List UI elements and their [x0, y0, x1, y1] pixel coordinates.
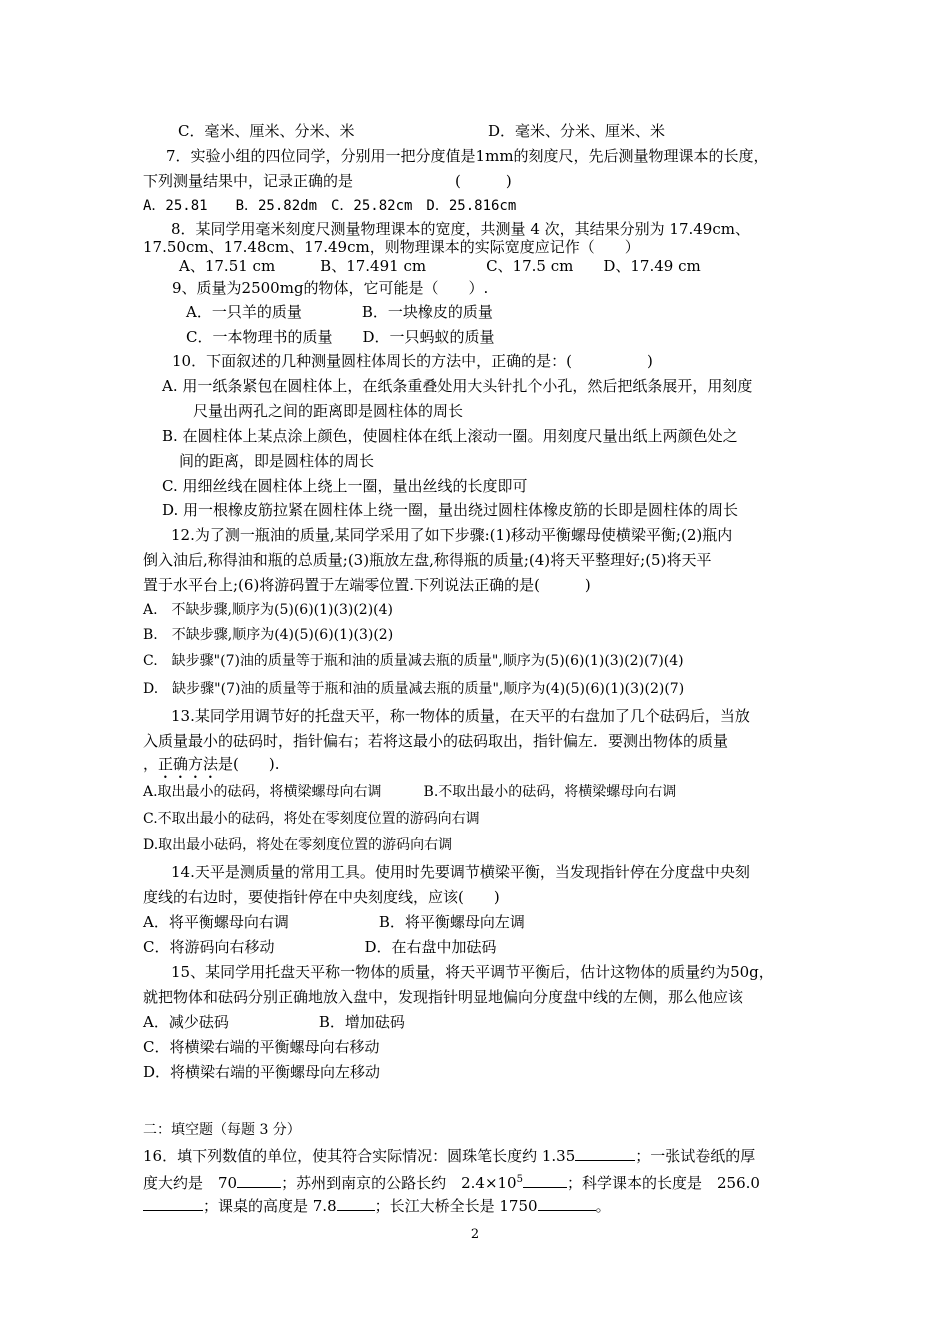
q16-text-3: 度大约是 70: [143, 1174, 238, 1192]
q12-option-c: C. 缺步骤"(7)油的质量等于瓶和油的质量减去瓶的质量",顺序为(5)(6)(1)(3)(2)(7)(4): [143, 653, 684, 669]
q14-options-cd: C．将游码向右移动 D．在右盘中加砝码: [143, 938, 497, 956]
q13-option-c: C.不取出最小的砝码，将处在零刻度位置的游码向右调: [143, 811, 480, 827]
q14-stem-line1: 14.天平是测质量的常用工具。使用时先要调节横梁平衡，当发现指针停在分度盘中央刻: [171, 863, 750, 881]
q13-answer-paren: 是( ).: [218, 755, 280, 773]
q6-option-d: D．毫米、分米、厘米、米: [488, 122, 666, 140]
q12-stem-line1: 12.为了测一瓶油的质量,某同学采用了如下步骤:(1)移动平衡螺母使横梁平衡;(2)瓶内: [171, 526, 733, 544]
q13-options-ab: A.取出最小的砝码，将横梁螺母向右调 B.不取出最小的砝码，将横梁螺母向右调: [143, 784, 677, 800]
q10-option-d: D. 用一根橡皮筋拉紧在圆柱体上绕一圈，量出绕过圆柱体橡皮筋的长即是圆柱体的周长: [162, 501, 739, 519]
q16-blank-1[interactable]: [575, 1145, 635, 1161]
q7-answer-paren: ( ): [455, 172, 512, 190]
q7-stem-text: 下列测量结果中，记录正确的是: [143, 172, 354, 190]
q8-stem-line2: 17.50cm、17.48cm、17.49cm，则物理课本的实际宽度应记作（ ）: [143, 238, 640, 256]
q7-options: A．25.81 B．25.82dm C．25.82cm D．25.816cm: [143, 198, 517, 214]
q12-stem-line2: 倒入油后,称得油和瓶的总质量;(3)瓶放左盘,称得瓶的质量;(4)将天平整理好;(5)将天平: [143, 551, 712, 569]
q9-stem: 9、质量为2500mg的物体，它可能是（ ）.: [172, 279, 489, 297]
q16-text-8: 。: [595, 1197, 611, 1215]
q8-options: A、17.51 cm B、17.491 cm C、17.5 cm D、17.49 cm: [179, 257, 701, 275]
q15-options-ab: A．减少砝码 B．增加砝码: [143, 1013, 405, 1031]
q13-stem-line1: 13.某同学用调节好的托盘天平，称一物体的质量，在天平的右盘加了几个砝码后，当放: [171, 707, 750, 725]
q9-options-cd: C．一本物理书的质量 D．一只蚂蚁的质量: [186, 328, 495, 346]
q10-option-a-line2: 尺量出两孔之间的距离即是圆柱体的周长: [193, 402, 464, 420]
q16-line3: [143, 1195, 611, 1216]
q12-stem-line3: 置于水平台上;(6)将游码置于左端零位置.下列说法正确的是( ): [143, 576, 591, 594]
q16-text-4: ；苏州到南京的公路长约 2.4×10: [281, 1174, 517, 1192]
q14-options-ab: A．将平衡螺母向右调 B．将平衡螺母向左调: [143, 913, 525, 931]
q16-blank-4[interactable]: [143, 1195, 203, 1211]
q12-option-a: A. 不缺步骤,顺序为(5)(6)(1)(3)(2)(4): [143, 602, 393, 618]
q7-stem-line2: [143, 171, 512, 191]
q10-option-a-line1: A. 用一纸条紧包在圆柱体上，在纸条重叠处用大头针扎个小孔，然后把纸条展开，用刻度: [162, 377, 753, 395]
q16-blank-5[interactable]: [337, 1195, 375, 1211]
q16-blank-2[interactable]: [237, 1172, 281, 1188]
q15-stem-line2: 就把物体和砝码分别正确地放入盘中，发现指针明显地偏向分度盘中线的左侧，那么他应该: [143, 988, 744, 1006]
q16-text-2: ；一张试卷纸的厚: [635, 1147, 756, 1165]
q13-stem-line3: [143, 754, 280, 782]
q12-option-d: D. 缺步骤"(7)油的质量等于瓶和油的质量减去瓶的质量",顺序为(4)(5)(6)(1)(3)(2)(7): [143, 681, 685, 697]
q13-option-d: D.取出最小砝码，将处在零刻度位置的游码向右调: [143, 837, 453, 853]
q16-line2: [143, 1170, 760, 1193]
q15-stem-line1: 15、某同学用托盘天平称一物体的质量，将天平调节平衡后，估计这物体的质量约为50g，: [171, 963, 774, 981]
q10-option-b-line1: B. 在圆柱体上某点涂上颜色，使圆柱体在纸上滚动一圈。用刻度尺量出纸上两颜色处之: [162, 427, 738, 445]
q10-option-b-line2: 间的距离，即是圆柱体的周长: [179, 452, 375, 470]
q9-options-ab: A．一只羊的质量 B．一块橡皮的质量: [186, 303, 493, 321]
q12-option-b: B. 不缺步骤,顺序为(4)(5)(6)(1)(3)(2): [143, 627, 394, 643]
q13-stem-line2: 入质量最小的砝码时，指针偏右；若将这最小的砝码取出，指针偏左．要测出物体的质量: [143, 732, 729, 750]
q16-blank-6[interactable]: [538, 1195, 596, 1211]
q13-emphasis-text: 正确方法: [158, 755, 219, 773]
q16-text-5: ；科学课本的长度是 256.0: [566, 1174, 760, 1192]
q15-option-d: D．将横梁右端的平衡螺母向左移动: [143, 1063, 381, 1081]
page-number: 2: [470, 1227, 480, 1242]
section-2-heading: 二：填空题（每题 3 分）: [143, 1122, 301, 1138]
q10-option-c: C. 用细丝线在圆柱体上绕上一圈，量出丝线的长度即可: [162, 477, 528, 495]
q16-text-6: ；课桌的高度是 7.8: [203, 1197, 337, 1215]
q13-comma: ，: [143, 755, 159, 773]
q7-stem-line1: 7．实验小组的四位同学，分别用一把分度值是1mm的刻度尺，先后测量物理课本的长度，: [166, 147, 769, 165]
q16-text-1: 16．填下列数值的单位，使其符合实际情况：圆珠笔长度约 1.35: [143, 1147, 576, 1165]
q10-stem: 10．下面叙述的几种测量圆柱体周长的方法中，正确的是：( ): [172, 352, 653, 370]
q16-blank-3[interactable]: [523, 1172, 567, 1188]
q16-exponent: 5: [516, 1174, 523, 1185]
q8-stem-line1: 8．某同学用毫米刻度尺测量物理课本的宽度，共测量 4 次，其结果分别为 17.49cm、: [171, 220, 750, 238]
q16-text-7: ；长江大桥全长是 1750: [374, 1197, 538, 1215]
q14-stem-line2: 度线的右边时，要使指针停在中央刻度线，应该( ): [143, 888, 500, 906]
q6-option-c: C．毫米、厘米、分米、米: [178, 122, 355, 140]
q16-line1: [143, 1145, 755, 1166]
q15-option-c: C．将横梁右端的平衡螺母向右移动: [143, 1038, 380, 1056]
